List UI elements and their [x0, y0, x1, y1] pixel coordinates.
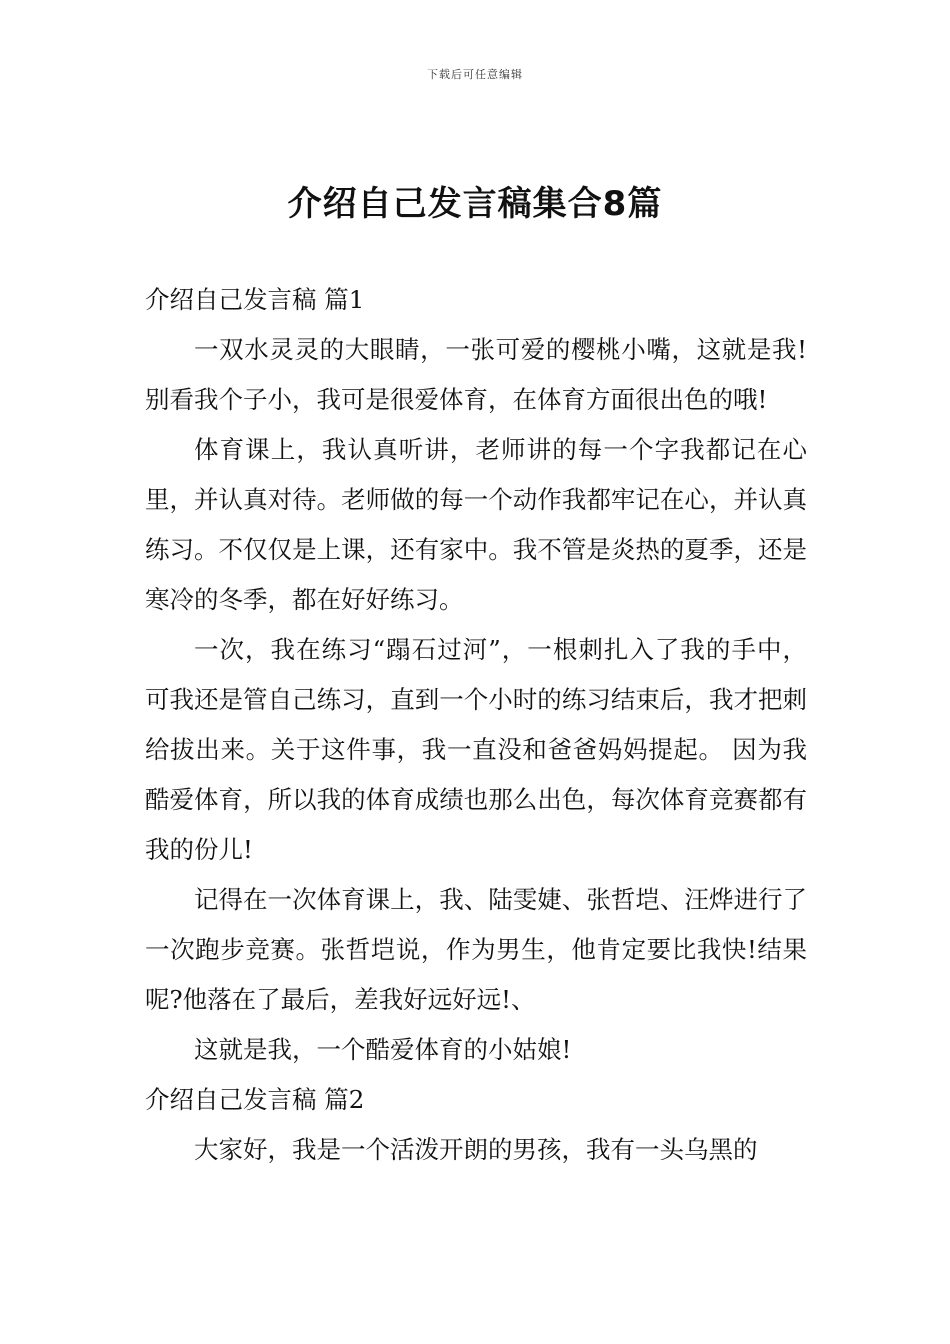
page-header-note: 下载后可任意编辑: [427, 68, 523, 81]
document-body: [145, 275, 807, 1175]
paragraph: 记得在一次体育课上，我、陆雯婕、张哲垲、汪烨进行了一次跑步竞赛。张哲垲说，作为男生，他肯定要比我快!结果呢?他落在了最后，差我好远好远!、: [145, 885, 807, 1014]
paragraph: 这就是我，一个酷爱体育的小姑娘!: [194, 1035, 572, 1064]
paragraph: 一次，我在练习“蹋石过河”，一根刺扎入了我的手中，可我还是管自己练习，直到一个小时的练习结束后，我才把刺给拔出来。关于这件事，我一直没和爸爸妈妈提起。 因为我酷爱体育，所以我的体育成绩也那么出色，每次体育竞赛都有我的份儿!: [145, 635, 807, 864]
paragraph: 体育课上，我认真听讲，老师讲的每一个字我都记在心里，并认真对待。老师做的每一个动作我都牢记在心，并认真练习。不仅仅是上课，还有家中。我不管是炎热的夏季，还是寒冷的冬季，都在好好练习。: [145, 435, 807, 614]
document-title: 介绍自己发言稿集合8篇: [287, 184, 663, 224]
paragraph: 一双水灵灵的大眼睛，一张可爱的樱桃小嘴，这就是我!别看我个子小，我可是很爱体育，在体育方面很出色的哦!: [145, 335, 807, 414]
section-heading: 介绍自己发言稿 篇1: [145, 285, 365, 314]
section-heading: 介绍自己发言稿 篇2: [145, 1085, 365, 1114]
paragraph: 大家好，我是一个活泼开朗的男孩，我有一头乌黑的: [194, 1135, 758, 1164]
